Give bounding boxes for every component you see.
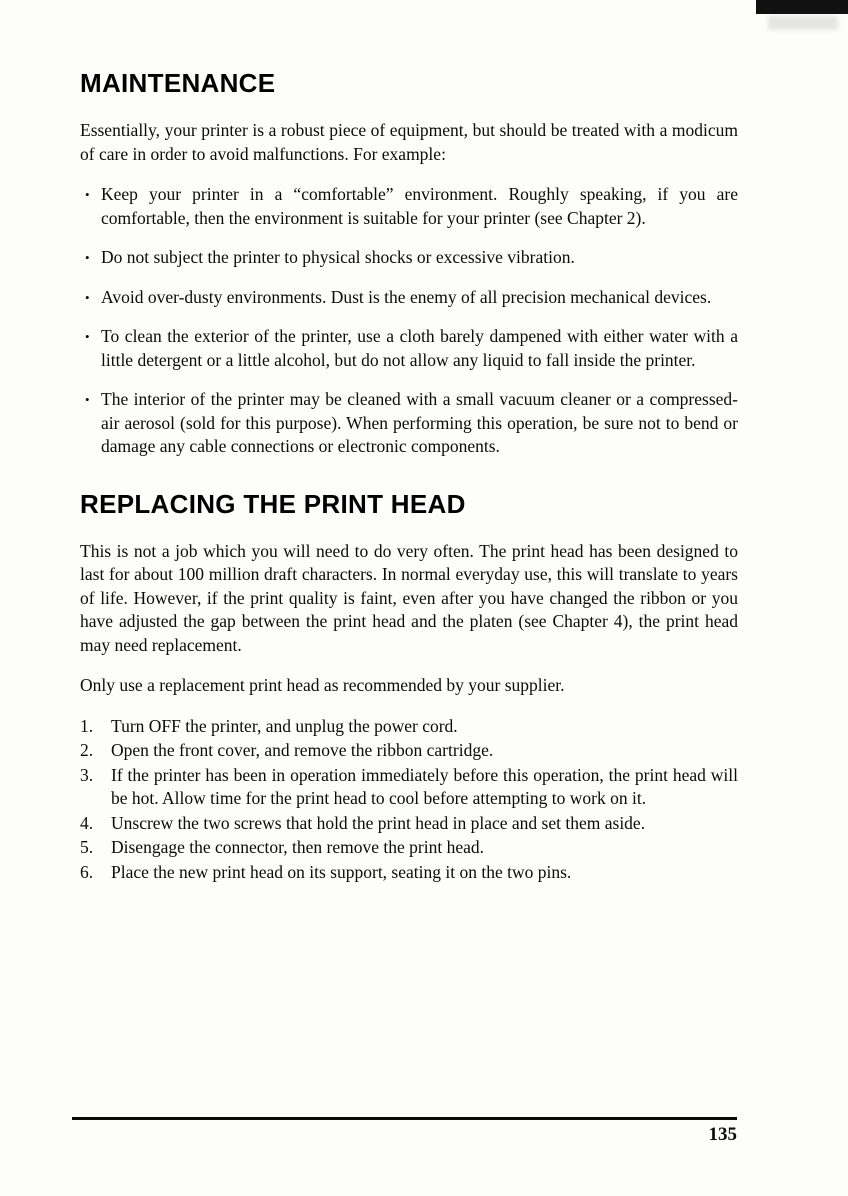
bullet-text: Avoid over-dusty environments. Dust is the enemy of all precision mechanical devices. <box>101 286 712 307</box>
scan-artifact-smudge <box>768 16 838 30</box>
bullet-marker: • <box>85 250 90 265</box>
bullet-item <box>80 183 738 230</box>
footer-rule <box>72 1117 737 1120</box>
step-text: If the printer has been in operation immediately before this operation, the print head will be hot. Allow time for the print head to cool before attempting to work on it. <box>111 764 738 808</box>
step-text: Open the front cover, and remove the ribbon cartridge. <box>111 740 494 760</box>
step-number: 3. <box>80 764 94 785</box>
step-item <box>80 861 738 885</box>
section-replacing-print-head <box>80 489 738 885</box>
step-text: Turn OFF the printer, and unplug the power cord. <box>111 715 458 736</box>
bullet-text: Keep your printer in a “comfortable” environment. Roughly speaking, if you are comfortable, then the environment is suitable for your printer (see Chapter 2). <box>101 184 738 228</box>
bullet-item <box>80 388 738 459</box>
step-number: 2. <box>80 740 94 760</box>
page-content <box>80 68 738 885</box>
step-text: Disengage the connector, then remove the print head. <box>111 837 484 857</box>
replacing-step-list <box>80 715 738 885</box>
replacing-paragraph-1: This is not a job which you will need to do very often. The print head has been designed to last for about 100 million draft characters. In normal everyday use, this will translate to years of life. However, if the print quality is faint, even after you have changed the ribbon or you have adjusted the gap between the print head and the platen (see Chapter 4), the print head may need replacement. <box>80 540 738 655</box>
step-item <box>80 836 738 860</box>
step-item <box>80 764 738 811</box>
replacing-heading: REPLACING THE PRINT HEAD <box>80 488 466 519</box>
maintenance-heading: MAINTENANCE <box>80 68 276 98</box>
step-item <box>80 739 738 763</box>
page-number: 135 <box>708 1124 737 1145</box>
maintenance-intro-paragraph: Essentially, your printer is a robust piece of equipment, but should be treated with a modicum of care in order to avoid malfunctions. For example: <box>80 120 738 164</box>
bullet-marker: • <box>85 329 90 344</box>
bullet-item <box>80 325 738 372</box>
bullet-marker: • <box>85 289 90 305</box>
step-number: 4. <box>80 812 94 833</box>
bullet-item <box>80 246 738 270</box>
section-maintenance <box>80 68 738 459</box>
step-item <box>80 715 738 739</box>
step-number: 1. <box>80 715 94 736</box>
step-number: 6. <box>80 861 94 882</box>
scan-artifact-header-bar <box>756 0 848 14</box>
bullet-text: Do not subject the printer to physical shocks or excessive vibration. <box>101 247 575 267</box>
maintenance-bullet-list <box>80 183 738 459</box>
step-number: 5. <box>80 837 94 857</box>
bullet-text: To clean the exterior of the printer, use a cloth barely dampened with either water with a little detergent or a little alcohol, but do not allow any liquid to fall inside the printer. <box>101 326 738 370</box>
replacing-paragraph-2: Only use a replacement print head as recommended by your supplier. <box>80 675 565 695</box>
bullet-marker: • <box>85 392 90 407</box>
bullet-marker: • <box>85 187 90 202</box>
bullet-text: The interior of the printer may be cleaned with a small vacuum cleaner or a compressed-air aerosol (sold for this purpose). When performing this operation, be sure not to bend or damage any cable connections or electronic components. <box>101 389 738 456</box>
step-text: Unscrew the two screws that hold the print head in place and set them aside. <box>111 812 646 833</box>
step-item <box>80 812 738 836</box>
step-text: Place the new print head on its support, seating it on the two pins. <box>111 861 572 882</box>
bullet-item <box>80 286 738 310</box>
